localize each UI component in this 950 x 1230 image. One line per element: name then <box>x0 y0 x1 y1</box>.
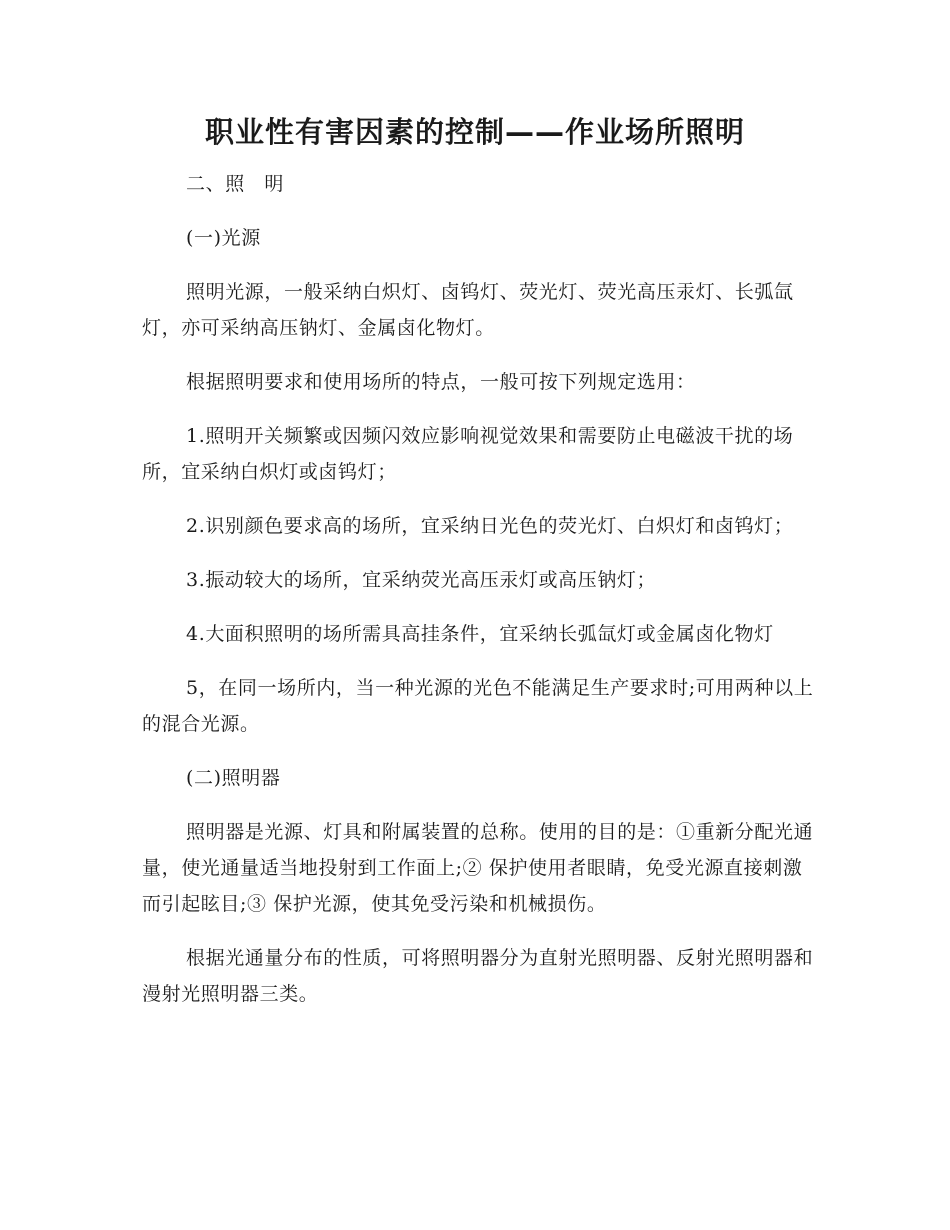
subsection-heading-luminaire: (二)照明器 <box>186 767 281 789</box>
paragraph-selection-intro: 根据照明要求和使用场所的特点，一般可按下列规定选用： <box>186 371 696 393</box>
section-heading-lighting: 二、照 明 <box>186 173 285 195</box>
paragraph-luminaire-definition: 照明器是光源、灯具和附属装置的总称。使用的目的是：①重新分配光通量，使光通量适当地投射到工作面上;② 保护使用者眼睛，免受光源直接刺激而引起眩目;③ 保护光源，使其免受污染和机械损伤。 <box>142 821 814 915</box>
list-item-3: 3.振动较大的场所，宜采纳荧光高压汞灯或高压钠灯； <box>186 569 657 591</box>
paragraph-luminaire-classification: 根据光通量分布的性质，可将照明器分为直射光照明器、反射光照明器和漫射光照明器三类。 <box>142 947 814 1005</box>
list-item-1: 1.照明开关频繁或因频闪效应影响视觉效果和需要防止电磁波干扰的场所，宜采纳白炽灯或卤钨灯； <box>142 425 794 483</box>
document-title: 职业性有害因素的控制——作业场所照明 <box>204 115 745 149</box>
document-body <box>142 166 814 1030</box>
list-item-5: 5，在同一场所内，当一种光源的光色不能满足生产要求时;可用两种以上的混合光源。 <box>142 677 814 735</box>
subsection-heading-light-source: (一)光源 <box>186 227 261 249</box>
paragraph-light-source-types: 照明光源，一般采纳白炽灯、卤钨灯、荧光灯、荧光高压汞灯、长弧氙灯，亦可采纳高压钠灯、金属卤化物灯。 <box>142 281 794 339</box>
list-item-4: 4.大面积照明的场所需具高挂条件，宜采纳长弧氙灯或金属卤化物灯 <box>186 623 774 645</box>
list-item-2: 2.识别颜色要求高的场所，宜采纳日光色的荧光灯、白炽灯和卤钨灯； <box>186 515 794 537</box>
